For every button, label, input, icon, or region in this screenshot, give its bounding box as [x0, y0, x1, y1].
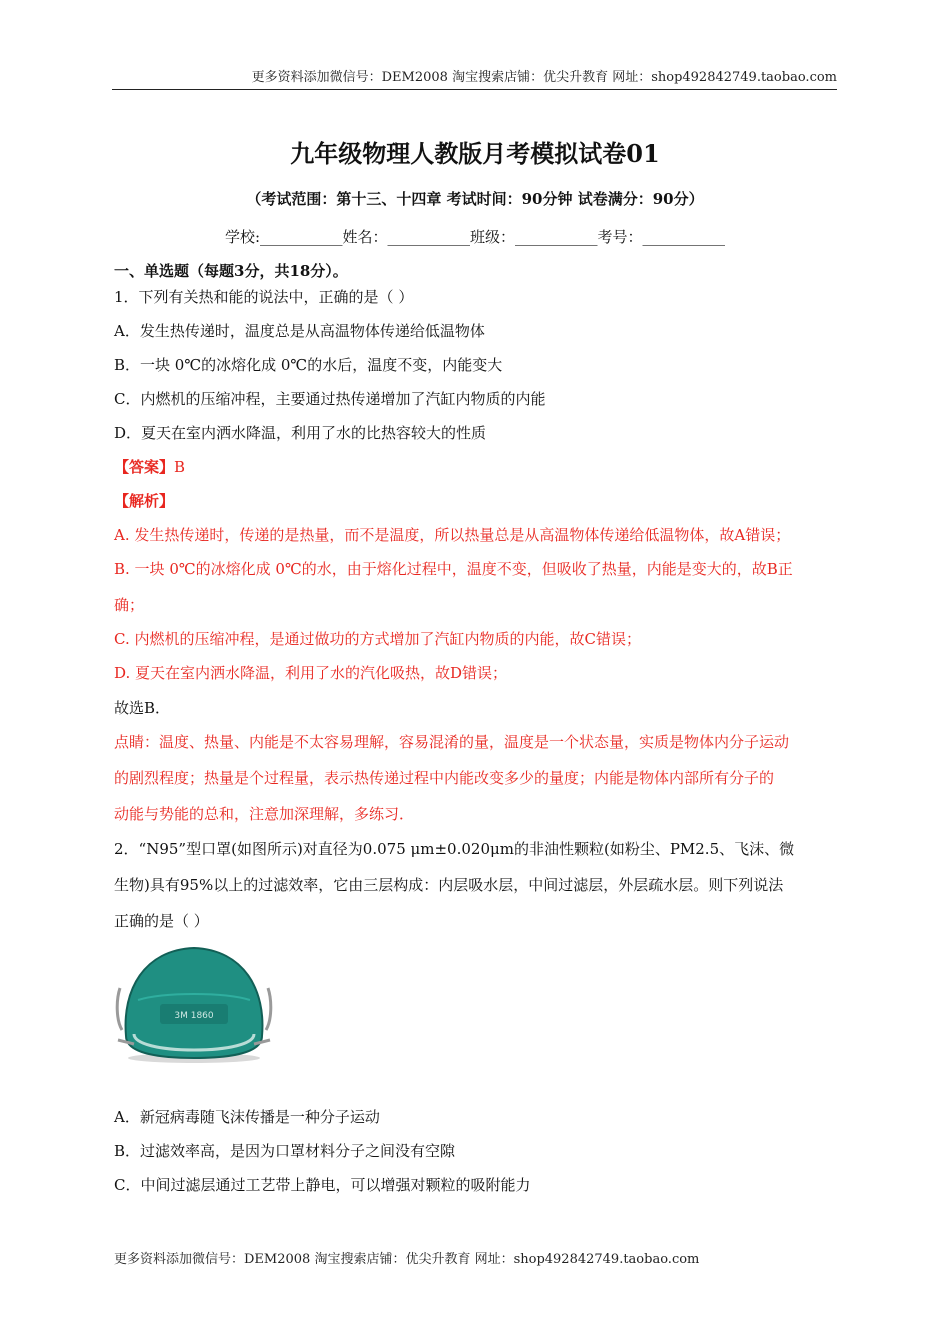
mask-strap-left — [117, 988, 122, 1030]
q1-option-a: A．发生热传递时，温度总是从高温物体传递给低温物体 — [114, 322, 485, 340]
q1-option-d: D．夏天在室内洒水降温，利用了水的比热容较大的性质 — [114, 424, 487, 442]
exam-subtitle: （考试范围：第十三、十四章 考试时间：90分钟 试卷满分：90分） — [246, 190, 704, 208]
answer-label: 【答案】 — [114, 458, 175, 476]
analysis-line-b-cont: 确； — [114, 596, 145, 614]
q1-option-c: C．内燃机的压缩冲程，主要通过热传递增加了汽缸内物质的内能 — [114, 390, 546, 408]
q2-stem-line-3: 正确的是（ ） — [114, 912, 209, 930]
page-header: 更多资料添加微信号：DEM2008 淘宝搜索店铺：优尖升教育 网址：shop492842749.taobao.com — [112, 66, 837, 90]
mask-shell — [126, 948, 263, 1058]
q1-answer — [114, 456, 185, 477]
q2-option-c: C．中间过滤层通过工艺带上静电，可以增强对颗粒的吸附能力 — [114, 1176, 531, 1194]
tips-line-2: 的剧烈程度；热量是个过程量，表示热传递过程中内能改变多少的量度；内能是物体内部所有分子的 — [114, 769, 775, 787]
q2-option-a: A．新冠病毒随飞沫传播是一种分子运动 — [114, 1108, 380, 1126]
q2-stem-line-1: 2．“N95”型口罩(如图所示)对直径为0.075 μm±0.020μm的非油性颗粒(如粉尘、PM2.5、飞沫、微 — [114, 840, 795, 858]
q2-option-b: B．过滤效率高，是因为口罩材料分子之间没有空隙 — [114, 1142, 456, 1160]
analysis-label: 【解析】 — [114, 492, 175, 510]
conclusion: 故选B． — [114, 699, 171, 717]
mask-label-text: 3M 1860 — [174, 1011, 214, 1021]
analysis-line-c: C. 内燃机的压缩冲程，是通过做功的方式增加了汽缸内物质的内能，故C错误； — [114, 630, 641, 648]
q1-option-b: B．一块 0℃的冰熔化成 0℃的水后，温度不变，内能变大 — [114, 356, 503, 374]
q2-stem-line-2: 生物)具有95%以上的过滤效率，它由三层构成：内层吸水层，中间过滤层，外层疏水层。则下列说法 — [114, 876, 784, 894]
n95-mask-image — [114, 940, 274, 1064]
answer-value: B — [174, 458, 186, 476]
page-footer: 更多资料添加微信号：DEM2008 淘宝搜索店铺：优尖升教育 网址：shop492842749.taobao.com — [114, 1252, 700, 1267]
tips-line-3: 动能与势能的总和，注意加深理解，多练习． — [114, 805, 415, 823]
analysis-line-b: B. 一块 0℃的冰熔化成 0℃的水，由于熔化过程中，温度不变，但吸收了热量，内能是变大的，故B正 — [114, 560, 793, 578]
analysis-line-d: D. 夏天在室内洒水降温，利用了水的汽化吸热，故D错误； — [114, 664, 508, 682]
analysis-line-a: A. 发生热传递时，传递的是热量，而不是温度，所以热量总是从高温物体传递给低温物体，故A错误； — [114, 526, 791, 544]
student-info-line: 学校:___________姓名：___________班级：___________考号：___________ — [224, 228, 726, 246]
q1-stem: 1．下列有关热和能的说法中，正确的是（ ） — [114, 288, 414, 306]
mask-strap-right — [266, 988, 271, 1030]
tips-line-1: 点睛：温度、热量、内能是不太容易理解，容易混淆的量，温度是一个状态量，实质是物体内分子运动 — [114, 733, 790, 751]
page-title: 九年级物理人教版月考模拟试卷01 — [290, 139, 660, 168]
section-heading: 一、单选题（每题3分，共18分）。 — [114, 262, 348, 280]
